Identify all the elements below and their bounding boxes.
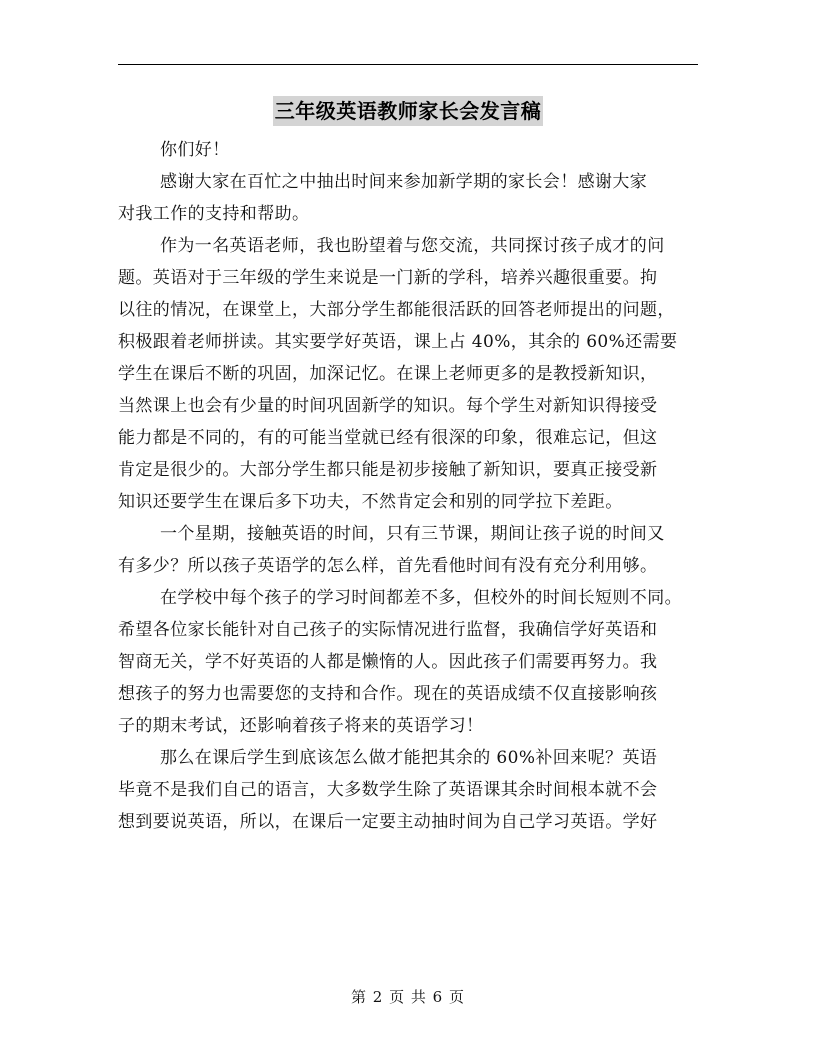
text-line: 能力都是不同的，有的可能当堂就已经有很深的印象，很难忘记，但这: [118, 428, 658, 448]
title-container: [0, 96, 816, 126]
text-line: 有多少？所以孩子英语学的怎么样，首先看他时间有没有充分利用够。: [118, 556, 658, 576]
text-line: 想到要说英语，所以，在课后一定要主动抽时间为自己学习英语。学好: [118, 812, 658, 832]
text-line: 当然课上也会有少量的时间巩固新学的知识。每个学生对新知识得接受: [118, 396, 658, 416]
text-line: 积极跟着老师拼读。其实要学好英语，课上占 40%，其余的 60%还需要: [118, 332, 678, 352]
text-line: 学生在课后不断的巩固，加深记忆。在课上老师更多的是教授新知识，: [118, 364, 658, 384]
text-line: 那么在课后学生到底该怎么做才能把其余的 60%补回来呢？英语: [160, 748, 658, 768]
text-line: 智商无关，学不好英语的人都是懒惰的人。因此孩子们需要再努力。我: [118, 652, 658, 672]
page-number: 第 2 页 共 6 页: [351, 988, 465, 1006]
document-title: 三年级英语教师家长会发言稿: [273, 96, 544, 126]
header-rule: [118, 64, 698, 65]
text-line: 毕竟不是我们自己的语言，大多数学生除了英语课其余时间根本就不会: [118, 780, 658, 800]
text-line: 你们好！: [160, 140, 230, 160]
text-line: 想孩子的努力也需要您的支持和合作。现在的英语成绩不仅直接影响孩: [118, 684, 658, 704]
text-line: 知识还要学生在课后多下功夫，不然肯定会和别的同学拉下差距。: [118, 492, 623, 512]
document-body: [118, 134, 708, 838]
text-line: 希望各位家长能针对自己孩子的实际情况进行监督，我确信学好英语和: [118, 620, 658, 640]
text-line: 感谢大家在百忙之中抽出时间来参加新学期的家长会！感谢大家: [160, 172, 648, 192]
text-line: 作为一名英语老师，我也盼望着与您交流，共同探讨孩子成才的问: [160, 236, 665, 256]
text-line: 题。英语对于三年级的学生来说是一门新的学科，培养兴趣很重要。拘: [118, 268, 658, 288]
text-line: 肯定是很少的。大部分学生都只能是初步接触了新知识，要真正接受新: [118, 460, 658, 480]
text-line: 一个星期，接触英语的时间，只有三节课，期间让孩子说的时间又: [160, 524, 665, 544]
text-line: 在学校中每个孩子的学习时间都差不多，但校外的时间长短则不同。: [160, 588, 682, 608]
page-footer: [0, 986, 816, 1008]
text-line: 以往的情况，在课堂上，大部分学生都能很活跃的回答老师提出的问题，: [118, 300, 675, 320]
text-line: 子的期末考试，还影响着孩子将来的英语学习！: [118, 716, 484, 736]
text-line: 对我工作的支持和帮助。: [118, 204, 310, 224]
